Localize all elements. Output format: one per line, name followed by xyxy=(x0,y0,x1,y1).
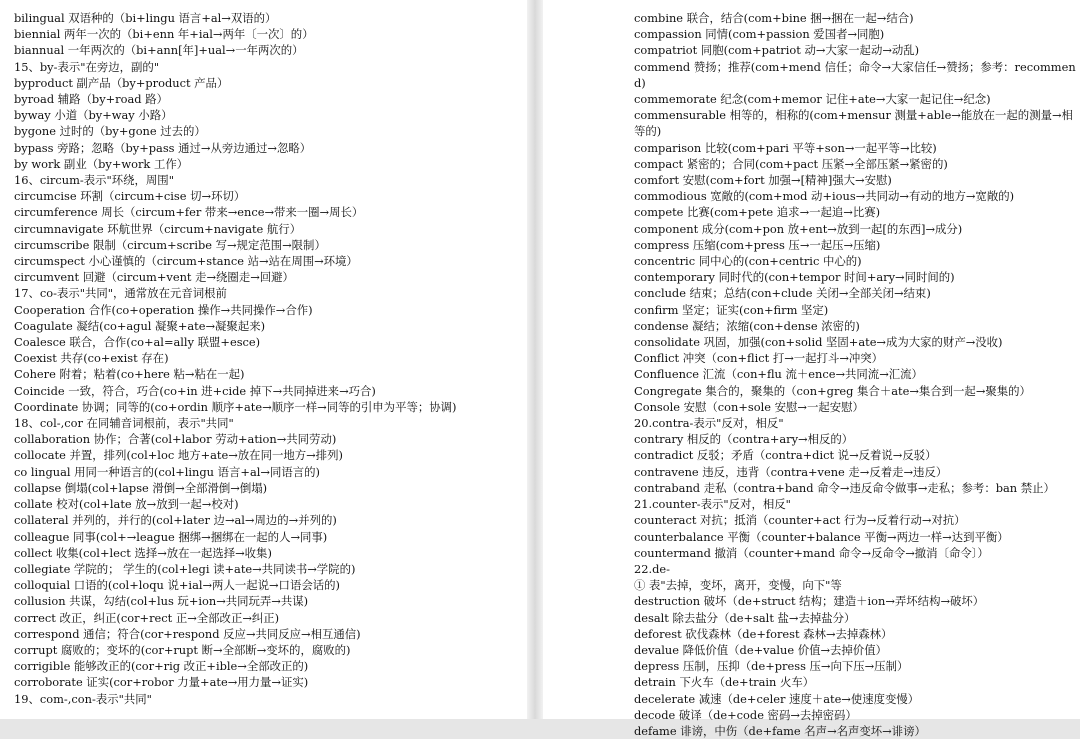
text-line: 16、circum-表示"环绕，周围" xyxy=(14,173,174,188)
text-line: colleague 同事(col+→league 捆绑→捆绑在一起的人→同事) xyxy=(14,529,328,544)
text-line: biennial 两年一次的（bi+enn 年+ial→两年〔一次〕的） xyxy=(14,27,314,42)
text-line: Coordinate 协调；同等的(co+ordin 顺序+ate→顺序一样→同等的引申为平等；协调) xyxy=(14,399,457,414)
text-line: component 成分(com+pon 放+ent→放到一起[的东西]→成分) xyxy=(634,221,963,236)
text-line: collocate 并置，排列(col+loc 地方+ate→放在同一地方→排列) xyxy=(14,448,343,463)
text-line: contrary 相反的（contra+ary→相反的） xyxy=(634,432,854,447)
text-line: desalt 除去盐分（de+salt 盐→去掉盐分） xyxy=(634,610,856,625)
text-line: Cooperation 合作(co+operation 操作→共同操作→合作) xyxy=(14,302,313,317)
text-line: commend 赞扬；推荐(com+mend 信任；命令→大家信任→赞扬；参考：recommend) xyxy=(634,59,1076,90)
text-line: countermand 撤消（counter+mand 命令→反命令→撤消〔命令〕） xyxy=(634,545,989,560)
text-line: Congregate 集合的，聚集的（con+greg 集合＋ate→集合到一起→聚集的） xyxy=(634,383,1031,398)
text-line: condense 凝结；浓缩(con+dense 浓密的) xyxy=(634,318,860,333)
text-line: defame 诽谤，中伤（de+fame 名声→名声变坏→诽谤） xyxy=(634,723,926,738)
text-line: collusion 共谋，勾结(col+lus 玩+ion→共同玩弄→共谋) xyxy=(14,594,309,609)
text-line: compassion 同情(com+passion 爱国者→同胞) xyxy=(634,27,885,42)
text-line: bygone 过时的（by+gone 过去的） xyxy=(14,124,206,139)
text-line: contradict 反驳；矛盾（contra+dict 说→反着说→反驳） xyxy=(634,448,937,463)
text-line: comparison 比较(com+pari 平等+son→一起平等→比较) xyxy=(634,140,937,155)
text-line: combine 联合，结合(com+bine 捆→捆在一起→结合) xyxy=(634,11,914,25)
text-line: collaboration 协作；合著(col+labor 劳动+ation→共同劳动) xyxy=(14,432,337,447)
text-line: Coalesce 联合，合作(co+al=ally 联盟+esce) xyxy=(14,335,261,350)
text-line: commodious 宽敞的(com+mod 动+ious→共同动→有动的地方→宽敞的) xyxy=(634,189,1015,204)
text-line: Conflict 冲突（con+flict 打→一起打斗→冲突） xyxy=(634,351,884,366)
text-line: corrigible 能够改正的(cor+rig 改正+ible→全部改正的) xyxy=(14,659,309,674)
text-line: decelerate 减速（de+celer 速度＋ate→使速度变慢） xyxy=(634,691,920,706)
text-line: contravene 违反，违背（contra+vene 走→反着走→违反） xyxy=(634,464,948,479)
text-line: depress 压制，压抑（de+press 压→向下压→压制） xyxy=(634,659,909,674)
text-line: compact 紧密的；合同(com+pact 压紧→全部压紧→紧密的) xyxy=(634,156,948,171)
text-line: corrupt 腐败的；变坏的(cor+rupt 断→全部断→变坏的，腐败的) xyxy=(14,642,351,657)
text-line: counteract 对抗；抵消（counter+act 行为→反着行动→对抗） xyxy=(634,513,966,528)
text-line: collegiate 学院的； 学生的(col+legi 读+ate→共同读书→学院的) xyxy=(14,561,356,576)
text-line: 19、com-,con-表示"共同" xyxy=(14,691,152,706)
text-line: 17、co-表示"共同"，通常放在元音词根前 xyxy=(14,286,227,301)
text-line: commensurable 相等的，相称的(com+mensur 测量+able→能放在一起的测量→相等的) xyxy=(634,108,1073,139)
text-line: comfort 安慰(com+fort 加强→[精神]强大→安慰) xyxy=(634,173,892,188)
page-gutter xyxy=(527,0,543,719)
text-line: Coagulate 凝结(co+agul 凝聚+ate→凝聚起来) xyxy=(14,318,266,333)
text-line: circumvent 回避（circum+vent 走→绕圈走→回避） xyxy=(14,270,294,285)
text-line: Cohere 附着；粘着(co+here 粘→粘在一起) xyxy=(14,367,245,382)
text-line: conclude 结束；总结(con+clude 关闭→全部关闭→结束) xyxy=(634,286,931,301)
text-line: byroad 辅路（by+road 路） xyxy=(14,92,168,107)
text-line: collate 校对(col+late 放→放到一起→校对) xyxy=(14,497,239,512)
text-line: 21.counter-表示"反对，相反" xyxy=(634,497,791,512)
text-line: 18、col-,cor 在同辅音词根前，表示"共同" xyxy=(14,416,234,431)
text-line: 22.de- xyxy=(634,561,670,576)
text-line: deforest 砍伐森林（de+forest 森林→去掉森林） xyxy=(634,626,893,641)
text-line: commemorate 纪念(com+memor 记住+ate→大家一起记住→纪念) xyxy=(634,92,991,107)
text-line: compatriot 同胞(com+patriot 动→大家一起动→动乱) xyxy=(634,43,920,58)
text-line: decode 破译（de+code 密码→去掉密码） xyxy=(634,707,857,722)
text-line: compress 压缩(com+press 压→一起压→压缩) xyxy=(634,237,881,252)
text-line: circumcise 环割（circum+cise 切→环切） xyxy=(14,189,246,204)
text-line: bilingual 双语种的（bi+lingu 语言+al→双语的） xyxy=(14,11,277,25)
text-line: circumnavigate 环航世界（circum+navigate 航行） xyxy=(14,221,302,236)
text-line: corroborate 证实(cor+robor 力量+ate→用力量→证实) xyxy=(14,675,309,690)
text-line: destruction 破坏（de+struct 结构；建造＋ion→弄坏结构→破坏） xyxy=(634,594,985,609)
text-line: bypass 旁路；忽略（by+pass 通过→从旁边通过→忽略） xyxy=(14,140,312,155)
text-line: collect 收集(col+lect 选择→放在一起选择→收集) xyxy=(14,545,272,560)
text-line: compete 比赛(com+pete 追求→一起追→比赛) xyxy=(634,205,881,220)
text-line: 15、by-表示"在旁边，副的" xyxy=(14,59,160,74)
text-line: correspond 通信；符合(cor+respond 反应→共同反应→相互通信) xyxy=(14,626,361,641)
text-line: circumscribe 限制（circum+scribe 写→规定范围→限制） xyxy=(14,237,326,252)
text-line: Confluence 汇流（con+flu 流＋ence→共同流→汇流） xyxy=(634,367,923,382)
text-line: contemporary 同时代的(con+tempor 时间+ary→同时间的) xyxy=(634,270,955,285)
text-line: detrain 下火车（de+train 火车） xyxy=(634,675,815,690)
text-line: Coexist 共存(co+exist 存在) xyxy=(14,351,169,366)
text-line: colloquial 口语的(col+loqu 说+ial→两人一起说→口语会话的) xyxy=(14,578,340,593)
text-line: concentric 同中心的(con+centric 中心的) xyxy=(634,254,862,269)
text-line: devalue 降低价值（de+value 价值→去掉价值） xyxy=(634,642,887,657)
text-line: 20.contra-表示"反对，相反" xyxy=(634,416,784,431)
text-line: contraband 走私（contra+band 命令→违反命令做事→走私；参考：ban 禁止） xyxy=(634,480,1055,495)
text-line: Console 安慰（con+sole 安慰→一起安慰） xyxy=(634,399,864,414)
text-line: collateral 并列的，并行的(col+later 边→al→周边的→并列的) xyxy=(14,513,337,528)
text-line: byproduct 副产品（by+product 产品） xyxy=(14,75,229,90)
text-line: circumspect 小心谨慎的（circum+stance 站→站在周围→环境） xyxy=(14,254,358,269)
left-page xyxy=(0,0,527,719)
right-page xyxy=(543,0,1080,738)
text-line: circumference 周长（circum+fer 带来→ence→带来一圈→周长） xyxy=(14,205,364,220)
text-line: collapse 倒塌(col+lapse 滑倒→全部滑倒→倒塌) xyxy=(14,480,268,495)
text-line: byway 小道（by+way 小路） xyxy=(14,108,173,123)
text-line: correct 改正，纠正(cor+rect 正→全部改正→纠正) xyxy=(14,610,280,625)
text-line: co lingual 用同一种语言的(col+lingu 语言+al→同语言的) xyxy=(14,464,320,479)
text-line: biannual 一年两次的（bi+ann[年]+ual→一年两次的） xyxy=(14,43,304,58)
text-line: Coincide 一致，符合，巧合(co+in 进+cide 掉下→共同掉进来→巧合) xyxy=(14,383,376,398)
text-line: by work 副业（by+work 工作） xyxy=(14,156,189,171)
text-line: confirm 坚定；证实(con+firm 坚定) xyxy=(634,302,829,317)
text-line: counterbalance 平衡（counter+balance 平衡→两边一样→达到平衡） xyxy=(634,529,1009,544)
text-line: ① 表"去掉，变坏，离开，变慢，向下"等 xyxy=(634,578,842,593)
text-line: consolidate 巩固，加强(con+solid 坚固+ate→成为大家的财产→没收) xyxy=(634,335,1003,350)
